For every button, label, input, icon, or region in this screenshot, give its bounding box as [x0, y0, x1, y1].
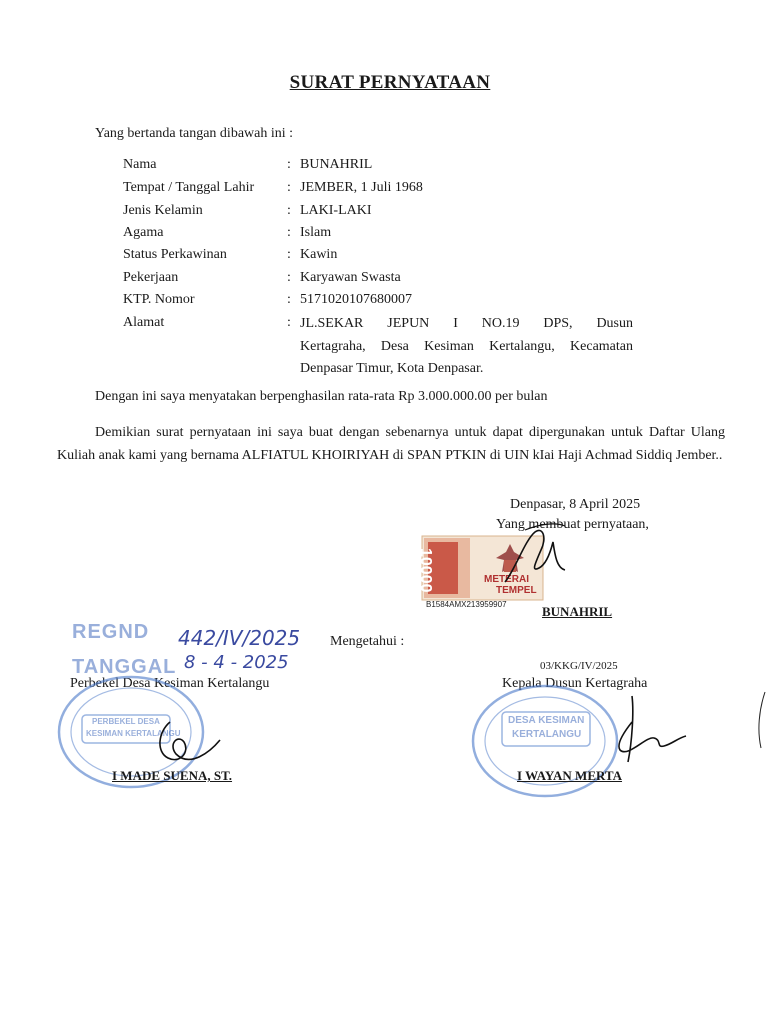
field-value-nama: BUNAHRIL [300, 157, 373, 172]
field-value-agama: Islam [300, 225, 332, 240]
field-value-pekerjaan: Karyawan Swasta [300, 270, 401, 285]
field-value-status: Kawin [300, 247, 338, 262]
left-official-name: I MADE SUENA, ST. [112, 768, 233, 783]
right-stamp-text-1: DESA KESIMAN [508, 715, 585, 726]
right-stamp-text-2: KERTALANGU [512, 729, 582, 740]
field-colon: : [287, 247, 291, 262]
meterai-value: 10000 [417, 548, 434, 593]
field-value-ktp: 5171020107680007 [300, 292, 412, 307]
meterai-label-2: TEMPEL [496, 585, 537, 596]
maker-label: Yang membuat pernyataan, [496, 517, 649, 532]
field-colon: : [287, 203, 291, 218]
left-stamp-text-1: PERBEKEL DESA [92, 717, 160, 726]
field-label-pekerjaan: Pekerjaan [123, 270, 179, 285]
signer-name: BUNAHRIL [542, 604, 613, 619]
register-stamp-line-2: TANGGAL [72, 656, 177, 678]
place-date: Denpasar, 8 April 2025 [510, 497, 641, 512]
scan-edge-mark [755, 690, 767, 750]
field-label-jenis-kelamin: Jenis Kelamin [123, 203, 203, 218]
field-value-jenis-kelamin: LAKI-LAKI [300, 203, 372, 218]
field-value-ttl: JEMBER, 1 Juli 1968 [300, 180, 423, 195]
closing-paragraph: Demikian surat pernyataan ini saya buat dengan sebenarnya untuk dapat dipergunakan untuk Daftar Ulang Kuliah anak kami yang bernama ALFIATUL KHOIRIYAH di SPAN PTKIN di UIN kIai Haji Achmad Siddiq Jember.. [57, 425, 725, 463]
field-label-ktp: KTP. Nomor [123, 292, 195, 307]
right-official-signature [598, 692, 690, 772]
address-line-3: Denpasar Timur, Kota Denpasar. [300, 361, 484, 376]
right-official-name: I WAYAN MERTA [517, 768, 623, 783]
field-label-alamat: Alamat [123, 315, 165, 330]
register-date-handwriting: 8 - 4 - 2025 [184, 652, 289, 673]
reference-number: 03/KKG/IV/2025 [540, 660, 618, 672]
intro-text: Yang bertanda tangan dibawah ini : [95, 126, 294, 141]
field-colon: : [287, 180, 291, 195]
field-colon: : [287, 225, 291, 240]
known-label: Mengetahui : [330, 634, 405, 649]
meterai-label-1: METERAI [484, 574, 529, 585]
address-line-1: JL.SEKAR JEPUN I NO.19 DPS, Dusun [300, 316, 633, 331]
field-label-status: Status Perkawinan [123, 247, 227, 262]
left-stamp-text-2: KESIMAN KERTALANGU [86, 729, 181, 738]
left-official-title: Perbekel Desa Kesiman Kertalangu [70, 676, 270, 691]
register-stamp-line-1: REGND [72, 621, 150, 643]
field-colon: : [287, 315, 291, 330]
meterai-serial: B1584AMX213959907 [426, 600, 507, 609]
field-label-ttl: Tempat / Tanggal Lahir [123, 180, 255, 195]
left-official-signature [150, 712, 225, 772]
field-colon: : [287, 292, 291, 307]
field-label-agama: Agama [123, 225, 164, 240]
address-line-2: Kertagraha, Desa Kesiman Kertalangu, Kecamatan [300, 339, 633, 354]
document-title: SURAT PERNYATAAN [289, 72, 491, 93]
field-colon: : [287, 157, 291, 172]
income-statement: Dengan ini saya menyatakan berpenghasilan rata-rata Rp 3.000.000.00 per bulan [95, 389, 548, 404]
field-colon: : [287, 270, 291, 285]
register-number-handwriting: 442/IV/2025 [178, 626, 301, 650]
field-label-nama: Nama [123, 157, 157, 172]
right-official-title: Kepala Dusun Kertagraha [502, 676, 648, 691]
signer-signature [495, 520, 585, 590]
